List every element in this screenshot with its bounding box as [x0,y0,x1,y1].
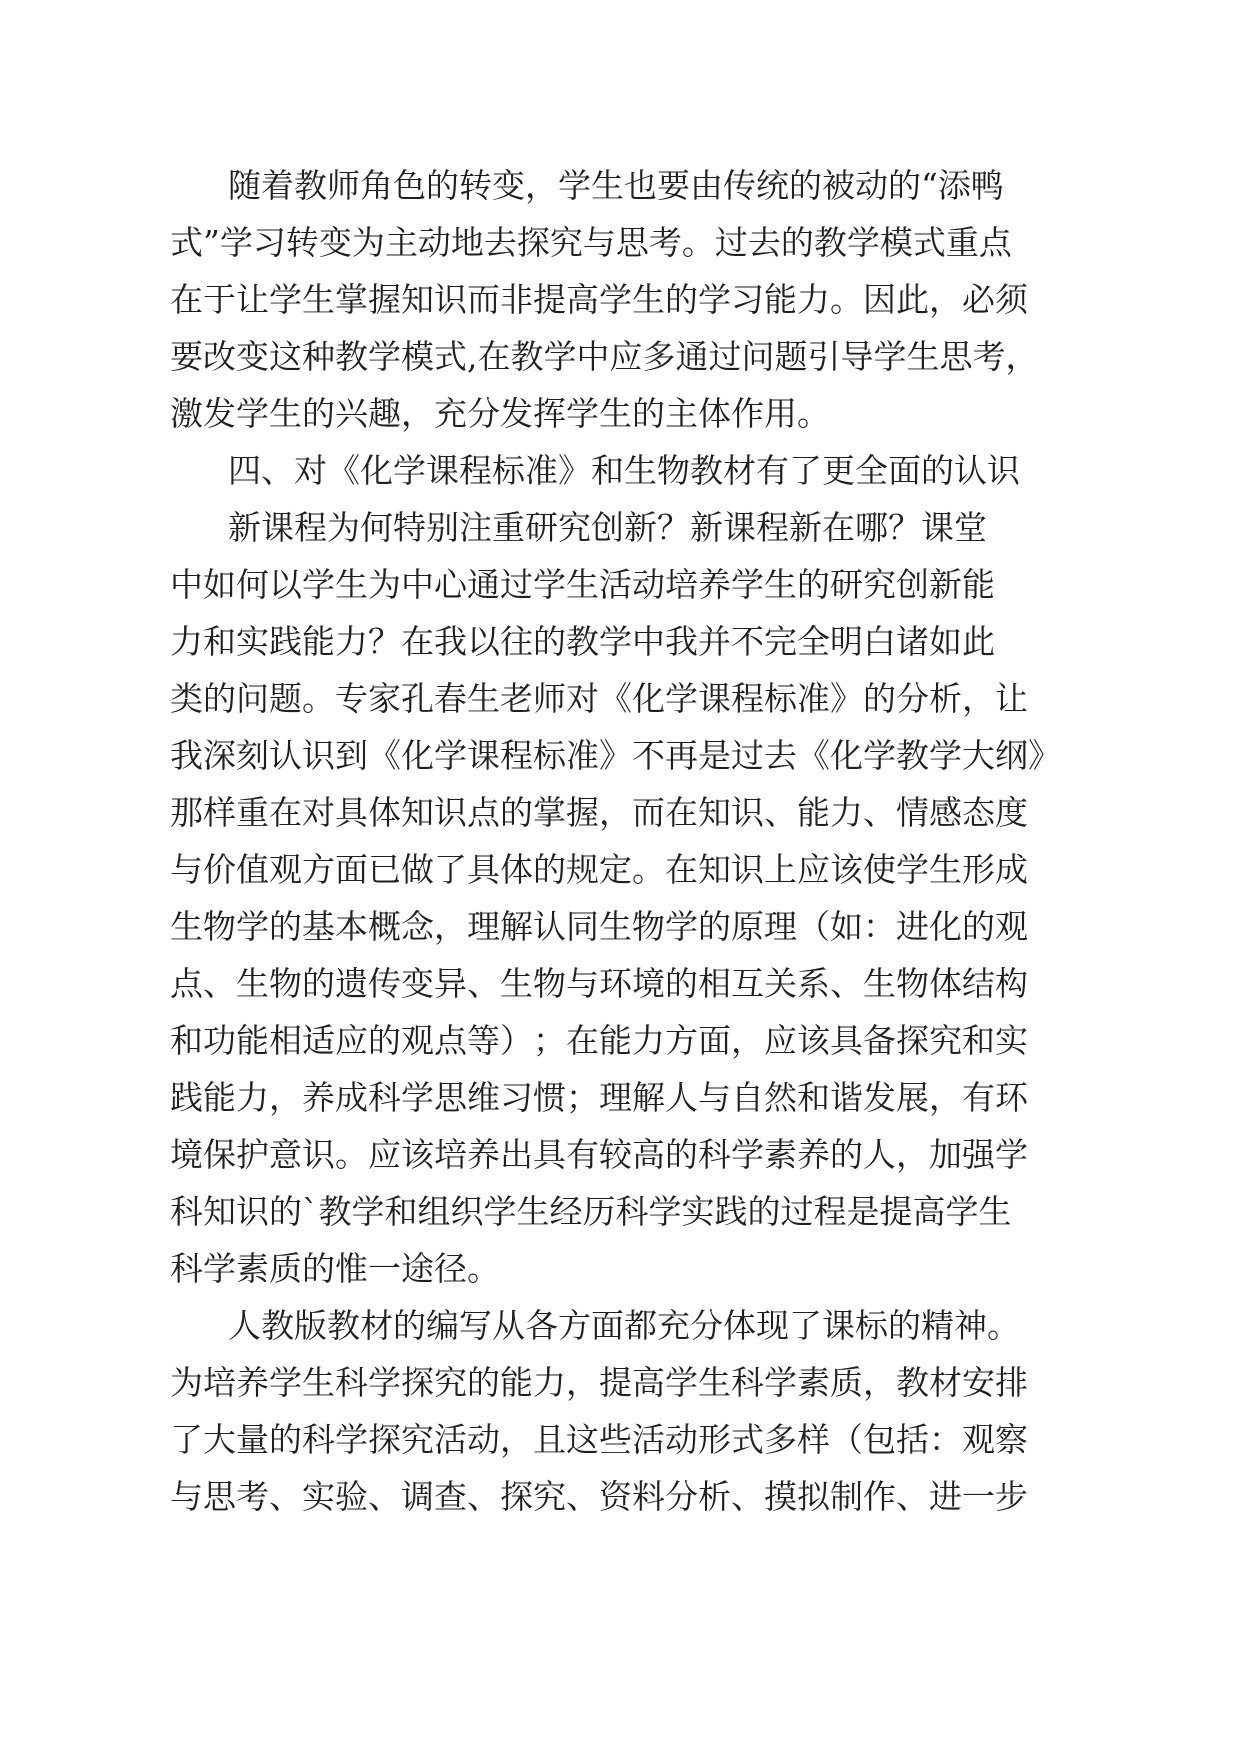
text-line [0,158,1241,214]
line-text: 点 、 生 物 的 遗 传 变 异 、 生 物 与 环 境 的 相 互 关 系 、 生 物 体 结 构 [170,964,1028,1003]
line-text: 人 教 版 教 材 的 编 写 从 各 方 面 都 充 分 体 现 了 课 标 的 精 神 。 [228,1306,1020,1345]
line-text: 了 大 量 的 科 学 探 究 活 动 ， 且 这 些 活 动 形 式 多 样 （ 包 括 ： 观 察 [170,1420,1028,1459]
text-line [0,1070,1241,1126]
text-line [0,956,1241,1012]
line-text: 践 能 力 ， 养 成 科 学 思 维 习 惯 ； 理 解 人 与 自 然 和 谐 发 展 ， 有 环 [170,1078,1028,1117]
text-line [0,1013,1241,1069]
line-text: 与 价 值 观 方 面 已 做 了 具 体 的 规 定 。 在 知 识 上 应 该 使 学 生 形 成 [170,850,1028,889]
text-line [0,899,1241,955]
text-line [0,1355,1241,1411]
text-line [0,215,1241,271]
line-text: 要 改 变 这 种 教 学 模 式 , 在 教 学 中 应 多 通 过 问 题 引 导 学 生 思 考 ， [170,337,1039,376]
text-line [0,329,1241,385]
line-text: 科 知 识 的 ` 教 学 和 组 织 学 生 经 历 科 学 实 践 的 过 程 是 提 高 学 生 [170,1192,1012,1231]
line-text: 我 深 刻 认 识 到 《 化 学 课 程 标 准 》 不 再 是 过 去 《 化 学 教 学 大 纲 》 [170,736,1061,775]
section-heading: 四 、 对 《 化 学 课 程 标 准 》 和 生 物 教 材 有 了 更 全 面 的 认 识 [228,451,1020,490]
line-text: 在 于 让 学 生 掌 握 知 识 而 非 提 高 学 生 的 学 习 能 力 。 因 此 ， 必 须 [170,280,1028,319]
text-line [0,1127,1241,1183]
text-line [0,785,1241,841]
line-text: 为 培 养 学 生 科 学 探 究 的 能 力 ， 提 高 学 生 科 学 素 质 ， 教 材 安 排 [170,1363,1028,1402]
line-text: 激 发 学 生 的 兴 趣 ， 充 分 发 挥 学 生 的 主 体 作 用 。 [170,394,830,433]
line-text: 力 和 实 践 能 力 ？ 在 我 以 往 的 教 学 中 我 并 不 完 全 明 白 诸 如 此 [170,622,995,661]
text-line [0,671,1241,727]
text-line [0,728,1241,784]
text-line [0,1469,1241,1525]
line-text: 和 功 能 相 适 应 的 观 点 等 ） ； 在 能 力 方 面 ， 应 该 具 备 探 究 和 实 [170,1021,1028,1060]
text-line [0,500,1241,556]
line-text: 境 保 护 意 识 。 应 该 培 养 出 具 有 较 高 的 科 学 素 养 的 人 ， 加 强 学 [170,1135,1028,1174]
text-line [0,272,1241,328]
line-text: 式 ” 学 习 转 变 为 主 动 地 去 探 究 与 思 考 。 过 去 的 教 学 模 式 重 点 [170,223,1012,262]
text-line [0,1412,1241,1468]
text-line [0,557,1241,613]
line-text: 类 的 问 题 。 专 家 孔 春 生 老 师 对 《 化 学 课 程 标 准 》 的 分 析 ， 让 [170,679,1028,718]
text-line [0,1298,1241,1354]
line-text: 生 物 学 的 基 本 概 念 ， 理 解 认 同 生 物 学 的 原 理 （ 如 ： 进 化 的 观 [170,907,1028,946]
line-text: 与 思 考 、 实 验 、 调 查 、 探 究 、 资 料 分 析 、 摸 拟 制 作 、 进 一 步 [170,1477,1028,1516]
text-line [0,842,1241,898]
text-line [0,386,1241,442]
text-line [0,1241,1241,1297]
line-text: 新 课 程 为 何 特 别 注 重 研 究 创 新 ？ 新 课 程 新 在 哪 ？ 课 堂 [228,508,987,547]
line-text: 科 学 素 质 的 惟 一 途 径 。 [170,1249,500,1288]
text-line [0,1184,1241,1240]
line-text: 中 如 何 以 学 生 为 中 心 通 过 学 生 活 动 培 养 学 生 的 研 究 创 新 能 [170,565,995,604]
text-line [0,614,1241,670]
line-text: 那 样 重 在 对 具 体 知 识 点 的 掌 握 ， 而 在 知 识 、 能 力 、 情 感 态 度 [170,793,1028,832]
text-line [0,443,1241,499]
line-text: 随 着 教 师 角 色 的 转 变 ， 学 生 也 要 由 传 统 的 被 动 的 “ 添 鸭 [228,166,1004,205]
